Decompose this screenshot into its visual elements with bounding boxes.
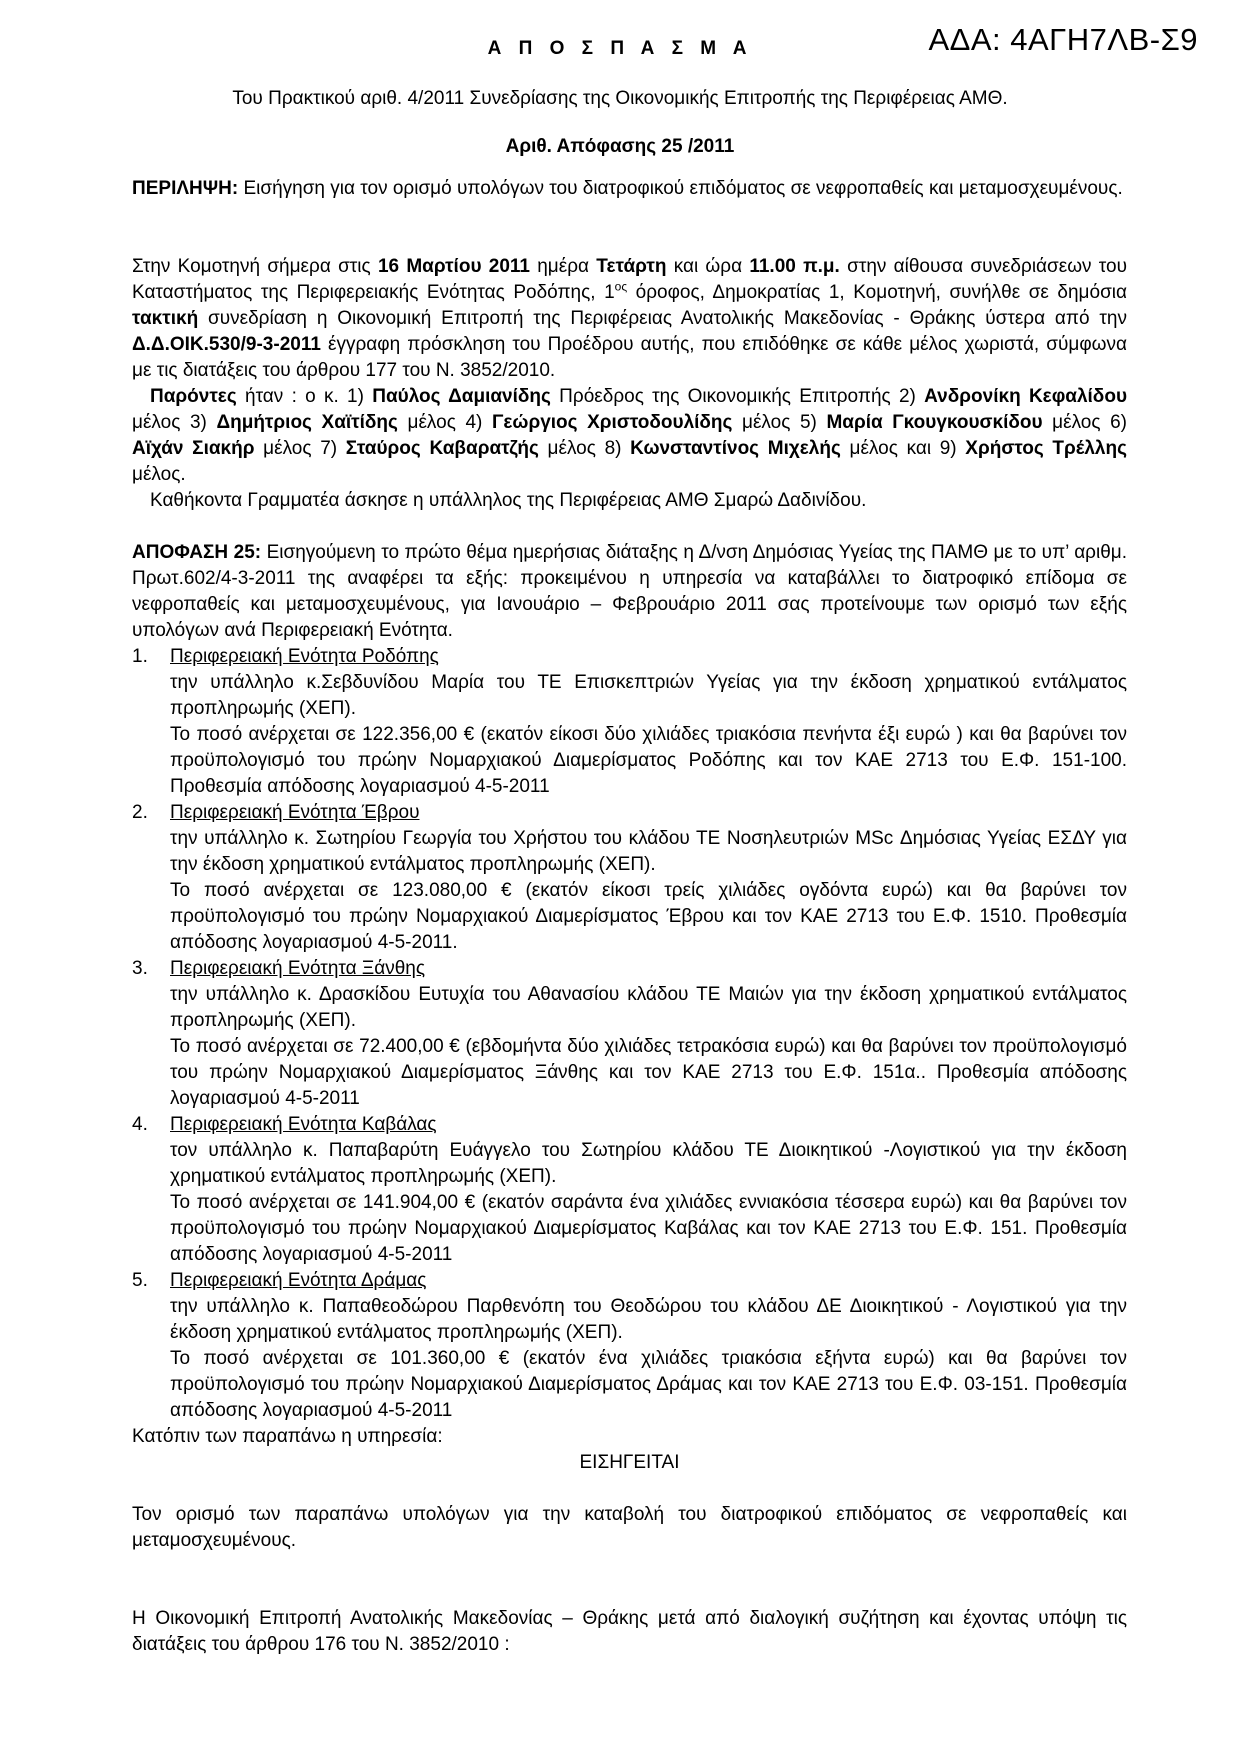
- item-amount: Το ποσό ανέρχεται σε 72.400,00 € (εβδομήντα δύο χιλιάδες τετρακόσια ευρώ) και θα βαρύνει τον προϋπολογισμό του πρώην Νομαρχιακού Διαμερίσματος Ξάνθης και τον ΚΑΕ 2713 του Ε.Φ. 151α.. Προθεσμία απόδοσης λογαριασμού 4-5-2011: [170, 1036, 1127, 1109]
- intro-text: ημέρα: [529, 256, 597, 277]
- present-text: μέλος 3): [132, 412, 217, 433]
- proposes-heading: ΕΙΣΗΓΕΙΤΑΙ: [579, 1452, 680, 1473]
- closing-paragraph: Η Οικονομική Επιτροπή Ανατολικής Μακεδονίας – Θράκης μετά από διαλογική συζήτηση και έχοντας υπόψη τις διατάξεις του άρθρου 176 του Ν. 3852/2010 :: [132, 1608, 1127, 1655]
- member-name: Ανδρονίκη Κεφαλίδου: [924, 386, 1127, 407]
- item-heading: Περιφερειακή Ενότητα Ροδόπης: [170, 646, 439, 667]
- member-name: Δημήτριος Χαϊτίδης: [216, 412, 398, 433]
- decision-label: ΑΠΟΦΑΣΗ 25:: [132, 542, 262, 563]
- intro-text: και ώρα: [666, 256, 750, 277]
- decision-text: Εισηγούμενη το πρώτο θέμα ημερήσιας διάταξης η Δ/νση Δημόσιας Υγείας της ΠΑΜΘ με το υπ’ αριθμ. Πρωτ.602/4-3-2011 της αναφέρει τα εξής: προκειμένου η υπηρεσία να καταβάλλει το διατροφικό επίδομα σε νεφροπαθείς και μεταμοσχευμένους, για Ιανουάριο – Φεβρουάριο 2011 σας προτείνουμε των ορισμό των εξής υπολόγων ανά Περιφερειακή Ενότητα.: [132, 542, 1128, 641]
- intro-text: όροφος, Δημοκρατίας 1, Κομοτηνή, συνήλθε σε δημόσια: [627, 282, 1128, 303]
- minutes-reference: Του Πρακτικού αριθ. 4/2011 Συνεδρίασης της Οικονομικής Επιτροπής της Περιφέρειας ΑΜΘ.: [232, 88, 1008, 109]
- member-name: Παύλος Δαμιανίδης: [372, 386, 551, 407]
- meeting-time: 11.00 π.μ.: [749, 256, 840, 277]
- item-heading: Περιφερειακή Ενότητα Έβρου: [170, 802, 420, 823]
- proposal-paragraph: Τον ορισμό των παραπάνω υπολόγων για την καταβολή του διατροφικού επιδόματος σε νεφροπαθείς και μεταμοσχευμένους.: [132, 1504, 1127, 1551]
- list-item: [132, 956, 1127, 1112]
- present-text: μέλος και 9): [840, 438, 966, 459]
- intro-text: έγγραφη πρόσκληση του Προέδρου αυτής, που επιδόθηκε σε κάθε μέλος χωριστά, σύμφωνα με τις διατάξεις του άρθρου 177 του Ν. 3852/2010.: [132, 334, 1127, 381]
- present-paragraph: [132, 384, 1127, 488]
- document-body: [132, 176, 1127, 1658]
- item-employee: τον υπάλληλο κ. Παπαβαρύτη Ευάγγελο του Σωτηρίου κλάδου ΤΕ Διοικητικού -Λογιστικού για την έκδοση χρηματικού εντάλματος προπληρωμής (ΧΕΠ).: [170, 1140, 1127, 1187]
- item-amount: Το ποσό ανέρχεται σε 123.080,00 € (εκατόν είκοσι τρείς χιλιάδες ογδόντα ευρώ) και θα βαρύνει τον προϋπολογισμό του πρώην Νομαρχιακού Διαμερίσματος Έβρου και τον ΚΑΕ 2713 του Ε.Φ. 1510. Προθεσμία απόδοσης λογαριασμού 4-5-2011.: [170, 880, 1127, 953]
- item-heading: Περιφερειακή Ενότητα Καβάλας: [170, 1114, 437, 1135]
- present-text: μέλος.: [132, 464, 186, 485]
- member-name: Γεώργιος Χριστοδουλίδης: [491, 412, 733, 433]
- item-employee: την υπάλληλο κ.Σεβδυνίδου Μαρία του ΤΕ Επισκεπτριών Υγείας για την έκδοση χρηματικού εντάλματος προπληρωμής (ΧΕΠ).: [170, 672, 1127, 719]
- session-type: τακτική: [132, 308, 199, 329]
- item-employee: την υπάλληλο κ. Δρασκίδου Ευτυχία του Αθανασίου κλάδου ΤΕ Μαιών για την έκδοση χρηματικού εντάλματος προπληρωμής (ΧΕΠ).: [170, 984, 1127, 1031]
- item-heading: Περιφερειακή Ενότητα Δράμας: [170, 1270, 427, 1291]
- accountants-list: [132, 644, 1127, 1424]
- item-number: 3.: [132, 958, 148, 979]
- intro-text: Στην Κομοτηνή σήμερα στις: [132, 256, 378, 277]
- summary-label: ΠΕΡΙΛΗΨΗ:: [132, 178, 239, 199]
- decision-number: Αριθ. Απόφασης 25 /2011: [505, 136, 735, 157]
- item-number: 2.: [132, 802, 148, 823]
- list-item: [132, 800, 1127, 956]
- item-number: 5.: [132, 1270, 148, 1291]
- list-item: [132, 644, 1127, 800]
- member-name: Κωνσταντίνος Μιχελής: [630, 438, 841, 459]
- member-name: Σταύρος Καβαρατζής: [345, 438, 539, 459]
- member-name: Χρήστος Τρέλλης: [965, 438, 1127, 459]
- meeting-day: Τετάρτη: [596, 256, 667, 277]
- item-amount: Το ποσό ανέρχεται σε 122.356,00 € (εκατόν είκοσι δύο χιλιάδες τριακόσια πενήντα έξι ευρώ ) και θα βαρύνει τον προϋπολογισμό του πρώην Νομαρχιακού Διαμερίσματος Ροδόπης και τον ΚΑΕ 2713 του Ε.Φ. 151-100. Προθεσμία απόδοσης λογαριασμού 4-5-2011: [170, 724, 1127, 797]
- decision-paragraph: [132, 540, 1127, 644]
- item-employee: την υπάλληλο κ. Παπαθεοδώρου Παρθενόπη του Θεοδώρου του κλάδου ΔΕ Διοικητικού - Λογιστικού για την έκδοση χρηματικού εντάλματος προπληρωμής (ΧΕΠ).: [170, 1296, 1127, 1343]
- present-text: μέλος 6): [1042, 412, 1128, 433]
- intro-text: συνεδρίαση η Οικονομική Επιτροπή της Περιφέρειας Ανατολικής Μακεδονίας - Θράκης ύστερα από την: [198, 308, 1127, 329]
- item-number: 4.: [132, 1114, 148, 1135]
- item-amount: Το ποσό ανέρχεται σε 141.904,00 € (εκατόν σαράντα ένα χιλιάδες εννιακόσια τέσσερα ευρώ) και θα βαρύνει τον προϋπολογισμό του πρώην Νομαρχιακού Διαμερίσματος Καβάλας και τον ΚΑΕ 2713 του Ε.Φ. 151. Προθεσμία απόδοσης λογαριασμού 4-5-2011: [170, 1192, 1127, 1265]
- summary-paragraph: [132, 176, 1127, 202]
- list-item: [132, 1268, 1127, 1424]
- secretary-paragraph: Καθήκοντα Γραμματέα άσκησε η υπάλληλος της Περιφέρειας ΑΜΘ Σμαρώ Δαδινίδου.: [150, 490, 867, 511]
- ada-code: ΑΔΑ: 4ΑΓΗ7ΛΒ-Σ9: [928, 22, 1198, 57]
- present-text: μέλος 5): [732, 412, 827, 433]
- meeting-date: 16 Μαρτίου 2011: [377, 256, 530, 277]
- item-employee: την υπάλληλο κ. Σωτηρίου Γεωργία του Χρήστου του κλάδου ΤΕ Νοσηλευτριών MSc Δημόσιας Υγείας ΕΣΔΥ για την έκδοση χρηματικού εντάλματος προπληρωμής (ΧΕΠ).: [170, 828, 1127, 875]
- present-text: ήταν : ο κ. 1): [236, 386, 373, 407]
- present-text: μέλος 4): [397, 412, 492, 433]
- item-heading: Περιφερειακή Ενότητα Ξάνθης: [170, 958, 426, 979]
- member-name: Μαρία Γκουγκουσκίδου: [826, 412, 1043, 433]
- present-text: μέλος 8): [538, 438, 631, 459]
- present-text: μέλος 7): [254, 438, 346, 459]
- intro-text: στην αίθουσα συνεδριάσεων του Καταστήματος της Περιφερειακής Ενότητας Ροδόπης, 1: [132, 256, 1128, 303]
- present-label: Παρόντες: [150, 386, 237, 407]
- summary-text: Εισήγηση για τον ορισμό υπολόγων του διατροφικού επιδόματος σε νεφροπαθείς και μεταμοσχευμένους.: [238, 178, 1123, 199]
- intro-paragraph: [132, 254, 1127, 384]
- document-title: Α Π Ο Σ Π Α Σ Μ Α: [487, 38, 753, 59]
- invitation-reference: Δ.Δ.ΟΙΚ.530/9-3-2011: [132, 334, 321, 355]
- after-paragraph: Κατόπιν των παραπάνω η υπηρεσία:: [132, 1426, 443, 1447]
- floor-superscript: ος: [614, 279, 628, 294]
- present-text: Πρόεδρος της Οικονομικής Επιτροπής 2): [550, 386, 925, 407]
- item-amount: Το ποσό ανέρχεται σε 101.360,00 € (εκατόν ένα χιλιάδες τριακόσια εξήντα ευρώ) και θα βαρύνει τον προϋπολογισμό του πρώην Νομαρχιακού Διαμερίσματος Δράμας και τον ΚΑΕ 2713 του Ε.Φ. 03-151. Προθεσμία απόδοσης λογαριασμού 4-5-2011: [170, 1348, 1127, 1421]
- item-number: 1.: [132, 646, 148, 667]
- member-name: Αϊχάν Σιακήρ: [132, 438, 255, 459]
- list-item: [132, 1112, 1127, 1268]
